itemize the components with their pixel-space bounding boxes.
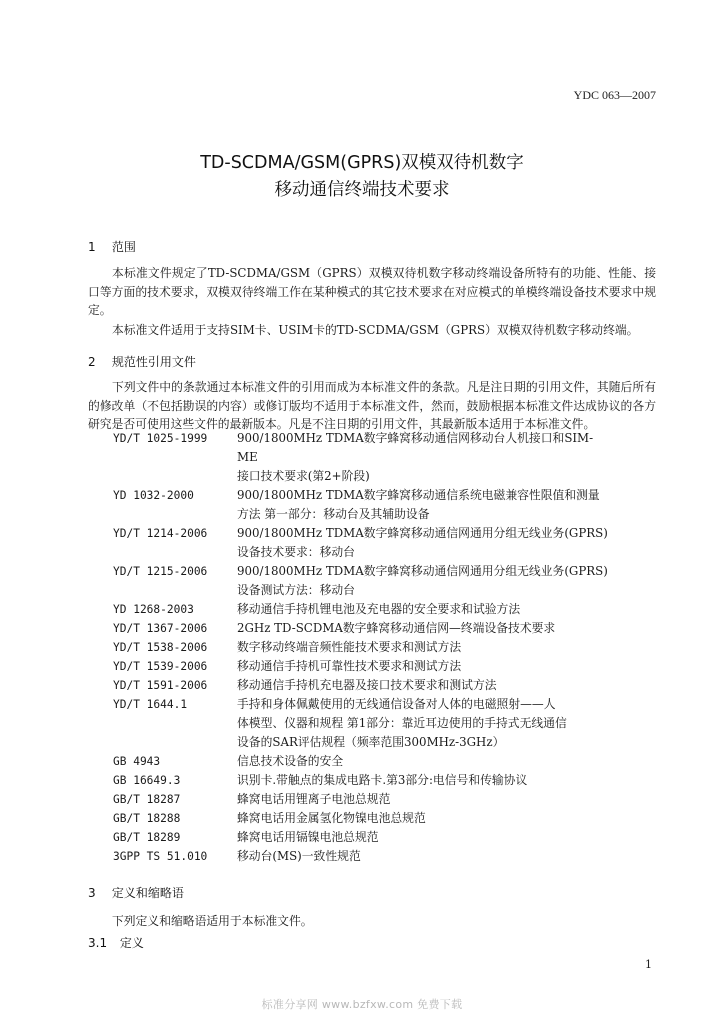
page-number: 1 <box>645 958 652 971</box>
section-1-heading <box>88 238 136 255</box>
section-title: 规范性引用文件 <box>111 355 196 369</box>
reference-title: 900/1800MHz TDMA数字蜂窝移动通信网通用分组无线业务(GPRS) 设备技术要求：移动台 <box>237 526 608 559</box>
section-3-heading <box>88 884 184 901</box>
reference-row <box>113 676 613 695</box>
section-3-paragraph-1: 下列定义和缩略语适用于本标准文件。 <box>112 914 313 928</box>
reference-code: 3GPP TS 51.010 <box>113 850 208 863</box>
reference-code: YD/T 1644.1 <box>113 698 188 711</box>
section-title: 范围 <box>111 240 136 254</box>
reference-code: YD/T 1025-1999 <box>113 432 208 445</box>
reference-row <box>113 562 613 600</box>
reference-row <box>113 429 613 486</box>
reference-row <box>113 524 613 562</box>
reference-row <box>113 847 613 866</box>
reference-title: 识别卡.带触点的集成电路卡.第3部分:电信号和传输协议 <box>237 773 528 787</box>
reference-title: 移动通信手持机可靠性技术要求和测试方法 <box>237 659 462 673</box>
reference-code: YD 1268-2003 <box>113 603 194 616</box>
reference-code: YD/T 1214-2006 <box>113 527 208 540</box>
reference-code: GB/T 18289 <box>113 831 181 844</box>
watermark-text: 标准分享网 www.bzfxw.com 免费下载 <box>261 998 463 1011</box>
section-2-heading <box>88 353 196 370</box>
reference-code: YD/T 1215-2006 <box>113 565 208 578</box>
reference-title: 数字移动终端音频性能技术要求和测试方法 <box>237 640 462 654</box>
reference-code: YD/T 1538-2006 <box>113 641 208 654</box>
reference-title: 移动台(MS)一致性规范 <box>237 849 361 863</box>
reference-row <box>113 600 613 619</box>
reference-code: YD/T 1591-2006 <box>113 679 208 692</box>
subsection-title: 定义 <box>119 936 144 950</box>
document-title <box>0 150 724 204</box>
section-1-paragraph-2: 本标准文件适用于支持SIM卡、USIM卡的TD-SCDMA/GSM（GPRS）双模双待机数字移动终端。 <box>112 323 639 337</box>
reference-title: 蜂窝电话用锂离子电池总规范 <box>237 792 391 806</box>
section-title: 定义和缩略语 <box>111 886 184 900</box>
section-number: 1 <box>88 240 96 254</box>
reference-code: YD 1032-2000 <box>113 489 194 502</box>
reference-row <box>113 657 613 676</box>
reference-row <box>113 695 613 752</box>
reference-code: GB 16649.3 <box>113 774 181 787</box>
reference-row <box>113 619 613 638</box>
reference-row <box>113 809 613 828</box>
reference-row <box>113 638 613 657</box>
subsection-number: 3.1 <box>88 936 108 950</box>
reference-title: 2GHz TD-SCDMA数字蜂窝移动通信网—终端设备技术要求 <box>237 621 556 635</box>
reference-title: 手持和身体佩戴使用的无线通信设备对人体的电磁照射——人 体模型、仪器和规程 第1部分：靠近耳边使用的手持式无线通信 设备的SAR评估规程（频率范围300MHz-3GHz） <box>237 697 567 749</box>
reference-code: GB/T 18288 <box>113 812 181 825</box>
reference-row <box>113 486 613 524</box>
normative-references-list <box>113 429 613 866</box>
title-line-2: 移动通信终端技术要求 <box>274 180 450 200</box>
reference-title: 900/1800MHz TDMA数字蜂窝移动通信网移动台人机接口和SIM-ME 接口技术要求(第2+阶段) <box>237 431 594 483</box>
reference-title: 蜂窝电话用镉镍电池总规范 <box>237 830 379 844</box>
reference-row <box>113 828 613 847</box>
reference-title: 蜂窝电话用金属氢化物镍电池总规范 <box>237 811 426 825</box>
reference-code: YD/T 1367-2006 <box>113 622 208 635</box>
reference-code: YD/T 1539-2006 <box>113 660 208 673</box>
reference-code: GB/T 18287 <box>113 793 181 806</box>
reference-row <box>113 771 613 790</box>
section-3-1-heading <box>88 934 144 951</box>
reference-title: 900/1800MHz TDMA数字蜂窝移动通信网通用分组无线业务(GPRS) 设备测试方法：移动台 <box>237 564 608 597</box>
reference-row <box>113 752 613 771</box>
reference-row <box>113 790 613 809</box>
title-line-1: TD-SCDMA/GSM(GPRS)双模双待机数字 <box>200 153 524 173</box>
reference-title: 900/1800MHz TDMA数字蜂窝移动通信系统电磁兼容性限值和测量 方法 第一部分：移动台及其辅助设备 <box>237 488 600 521</box>
reference-title: 信息技术设备的安全 <box>237 754 344 768</box>
reference-title: 移动通信手持机充电器及接口技术要求和测试方法 <box>237 678 497 692</box>
reference-title: 移动通信手持机锂电池及充电器的安全要求和试验方法 <box>237 602 521 616</box>
section-number: 3 <box>88 886 96 900</box>
section-number: 2 <box>88 355 96 369</box>
standard-code: YDC 063—2007 <box>573 88 656 102</box>
reference-code: GB 4943 <box>113 755 161 768</box>
section-2-paragraph-1: 下列文件中的条款通过本标准文件的引用而成为本标准文件的条款。凡是注日期的引用文件，其随后所有的修改单（不包括勘误的内容）或修订版均不适用于本标准文件，然而，鼓励根据本标准文件达成协议的各方研究是否可使用这些文件的最新版本。凡是不注日期的引用文件，其最新版本适用于本标准文件。 <box>88 380 656 431</box>
section-1-paragraph-1: 本标准文件规定了TD-SCDMA/GSM（GPRS）双模双待机数字移动终端设备所特有的功能、性能、接口等方面的技术要求，双模双待终端工作在某种模式的其它技术要求在对应模式的单模终端设备技术要求中规定。 <box>88 266 656 317</box>
